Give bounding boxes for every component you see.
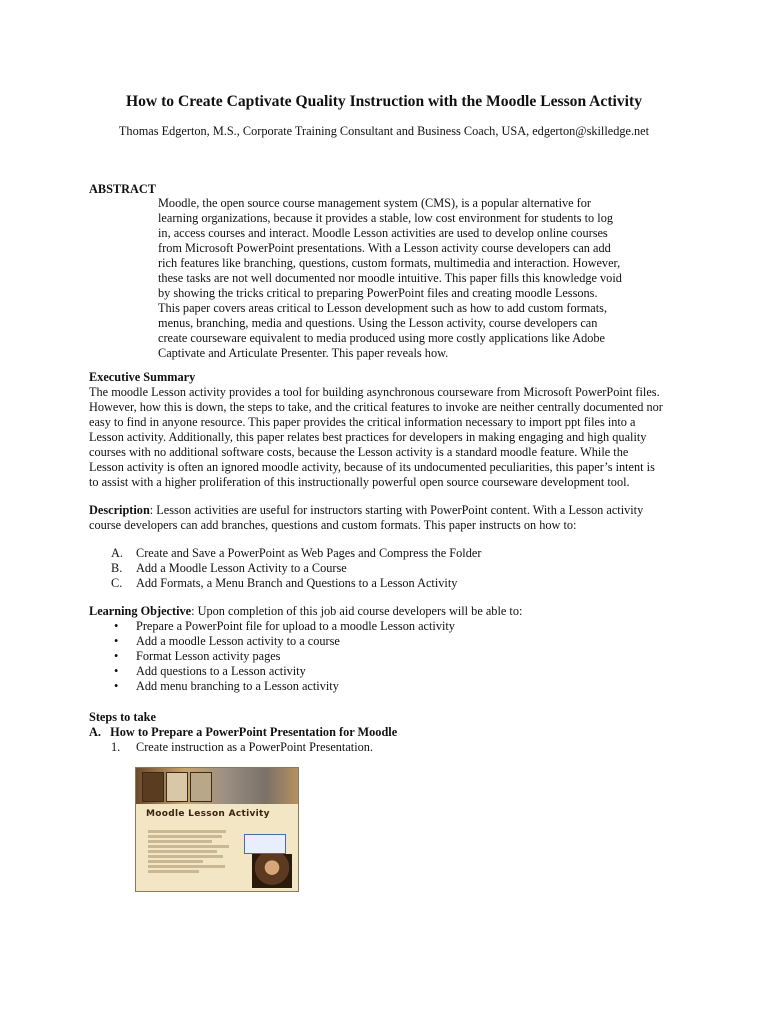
list-item-text: Add menu branching to a Lesson activity — [136, 679, 339, 693]
list-item — [111, 740, 373, 755]
document-title: How to Create Captivate Quality Instruction with the Moodle Lesson Activity — [125, 93, 642, 110]
abstract-line: learning organizations, because it provides a stable, low cost environment for students to log — [158, 211, 613, 225]
list-item — [111, 546, 481, 561]
author-line: Thomas Edgerton, M.S., Corporate Training Consultant and Business Coach, USA, edgerton@skilledge.net — [118, 124, 650, 138]
bullet-icon: • — [114, 649, 119, 663]
list-item — [111, 561, 481, 576]
abstract-line: by showing the tricks critical to preparing PowerPoint files and creating moodle Lessons. — [158, 286, 598, 300]
executive-line: to assist with a higher proliferation of this instructionally powerful open source courseware development tool. — [89, 475, 630, 489]
abstract-line: menus, branching, media and questions. Using the Lesson activity, course developers can — [158, 316, 598, 330]
executive-line: Lesson activity is often an ignored moodle activity, because of its undocumented peculiarities, this paper’s intent is — [89, 460, 655, 474]
bullet-icon: • — [114, 634, 119, 648]
slide-portrait-image — [252, 854, 292, 888]
list-marker: B. — [111, 561, 123, 575]
list-item-text: Create instruction as a PowerPoint Presentation. — [136, 740, 374, 754]
abstract-heading: ABSTRACT — [89, 182, 156, 196]
steps-subheading: A. How to Prepare a PowerPoint Presentation for Moodle — [89, 725, 398, 739]
description-paragraph — [89, 503, 689, 533]
list-item — [111, 634, 455, 649]
sketch-thumbnail — [166, 772, 188, 802]
list-item-text: Add a Moodle Lesson Activity to a Course — [136, 561, 347, 575]
bullet-icon: • — [114, 619, 119, 633]
abstract-body — [158, 196, 638, 361]
list-item — [111, 576, 481, 591]
description-label: Description — [89, 503, 150, 517]
executive-summary-heading: Executive Summary — [89, 370, 196, 384]
powerpoint-slide-figure — [135, 767, 299, 892]
bullet-icon: • — [114, 679, 119, 693]
slide-text-block — [148, 828, 240, 886]
list-item-text: Add questions to a Lesson activity — [136, 664, 306, 678]
executive-line: However, how this is down, the steps to take, and the critical features to invoke are neither centrally documented nor — [89, 400, 663, 414]
list-item-text: Add Formats, a Menu Branch and Questions to a Lesson Activity — [136, 576, 458, 590]
slide-title: Moodle Lesson Activity — [146, 809, 270, 819]
steps-heading: Steps to take — [89, 710, 156, 724]
list-item — [111, 649, 455, 664]
steps-section — [89, 710, 689, 740]
list-item-text: Prepare a PowerPoint file for upload to a moodle Lesson activity — [136, 619, 455, 633]
list-marker: A. — [111, 546, 123, 560]
list-item — [111, 679, 455, 694]
executive-line: courses with no additional software costs, because the Lesson activity is a standard moodle feature. While the — [89, 445, 629, 459]
abstract-line: from Microsoft PowerPoint presentations. With a Lesson activity course developers can add — [158, 241, 611, 255]
abstract-line: Captivate and Articulate Presenter. This paper reveals how. — [158, 346, 449, 360]
list-item — [111, 619, 455, 634]
list-item-text: Add a moodle Lesson activity to a course — [136, 634, 340, 648]
abstract-line: rich features like branching, questions, custom formats, multimedia and interaction. However, — [158, 256, 621, 270]
learning-objective-text: : Upon completion of this job aid course developers will be able to: — [191, 604, 523, 618]
list-item — [111, 664, 455, 679]
executive-line: Lesson activity. Additionally, this paper relates best practices for developers in making engaging and high quality — [89, 430, 647, 444]
abstract-line: Moodle, the open source course management system (CMS), is a popular alternative for — [158, 196, 592, 210]
sketch-thumbnail — [190, 772, 212, 802]
list-item-text: Format Lesson activity pages — [136, 649, 281, 663]
abstract-line: in, access courses and interact. Moodle Lesson activities are used to develop online courses — [158, 226, 608, 240]
description-list — [111, 546, 481, 591]
abstract-line: create courseware equivalent to media produced using more costly applications like Adobe — [158, 331, 605, 345]
learning-objective-label: Learning Objective — [89, 604, 192, 618]
abstract-line: these tasks are not well documented nor moodle intuitive. This paper fills this knowledge void — [158, 271, 622, 285]
executive-line: The moodle Lesson activity provides a tool for building asynchronous courseware from Microsoft PowerPoint files. — [89, 385, 660, 399]
list-marker: 1. — [111, 740, 121, 754]
slide-menu-panel — [244, 834, 286, 854]
executive-line: easy to find in anyone resource. This paper provides the critical information necessary to import ppt files into a — [89, 415, 636, 429]
description-text: : Lesson activities are useful for instructors starting with PowerPoint content. With a Lesson activity — [149, 503, 644, 517]
objective-bullets — [111, 619, 455, 694]
description-text-cont: course developers can add branches, questions and custom formats. This paper instructs on how to: — [89, 518, 577, 532]
learning-objective — [89, 604, 689, 619]
bullet-icon: • — [114, 664, 119, 678]
mona-lisa-thumbnail — [142, 772, 164, 802]
list-item-text: Create and Save a PowerPoint as Web Pages and Compress the Folder — [136, 546, 482, 560]
steps-list — [111, 740, 373, 755]
list-marker: C. — [111, 576, 123, 590]
executive-summary — [89, 370, 689, 490]
abstract-line: This paper covers areas critical to Lesson development such as how to add custom formats, — [158, 301, 608, 315]
